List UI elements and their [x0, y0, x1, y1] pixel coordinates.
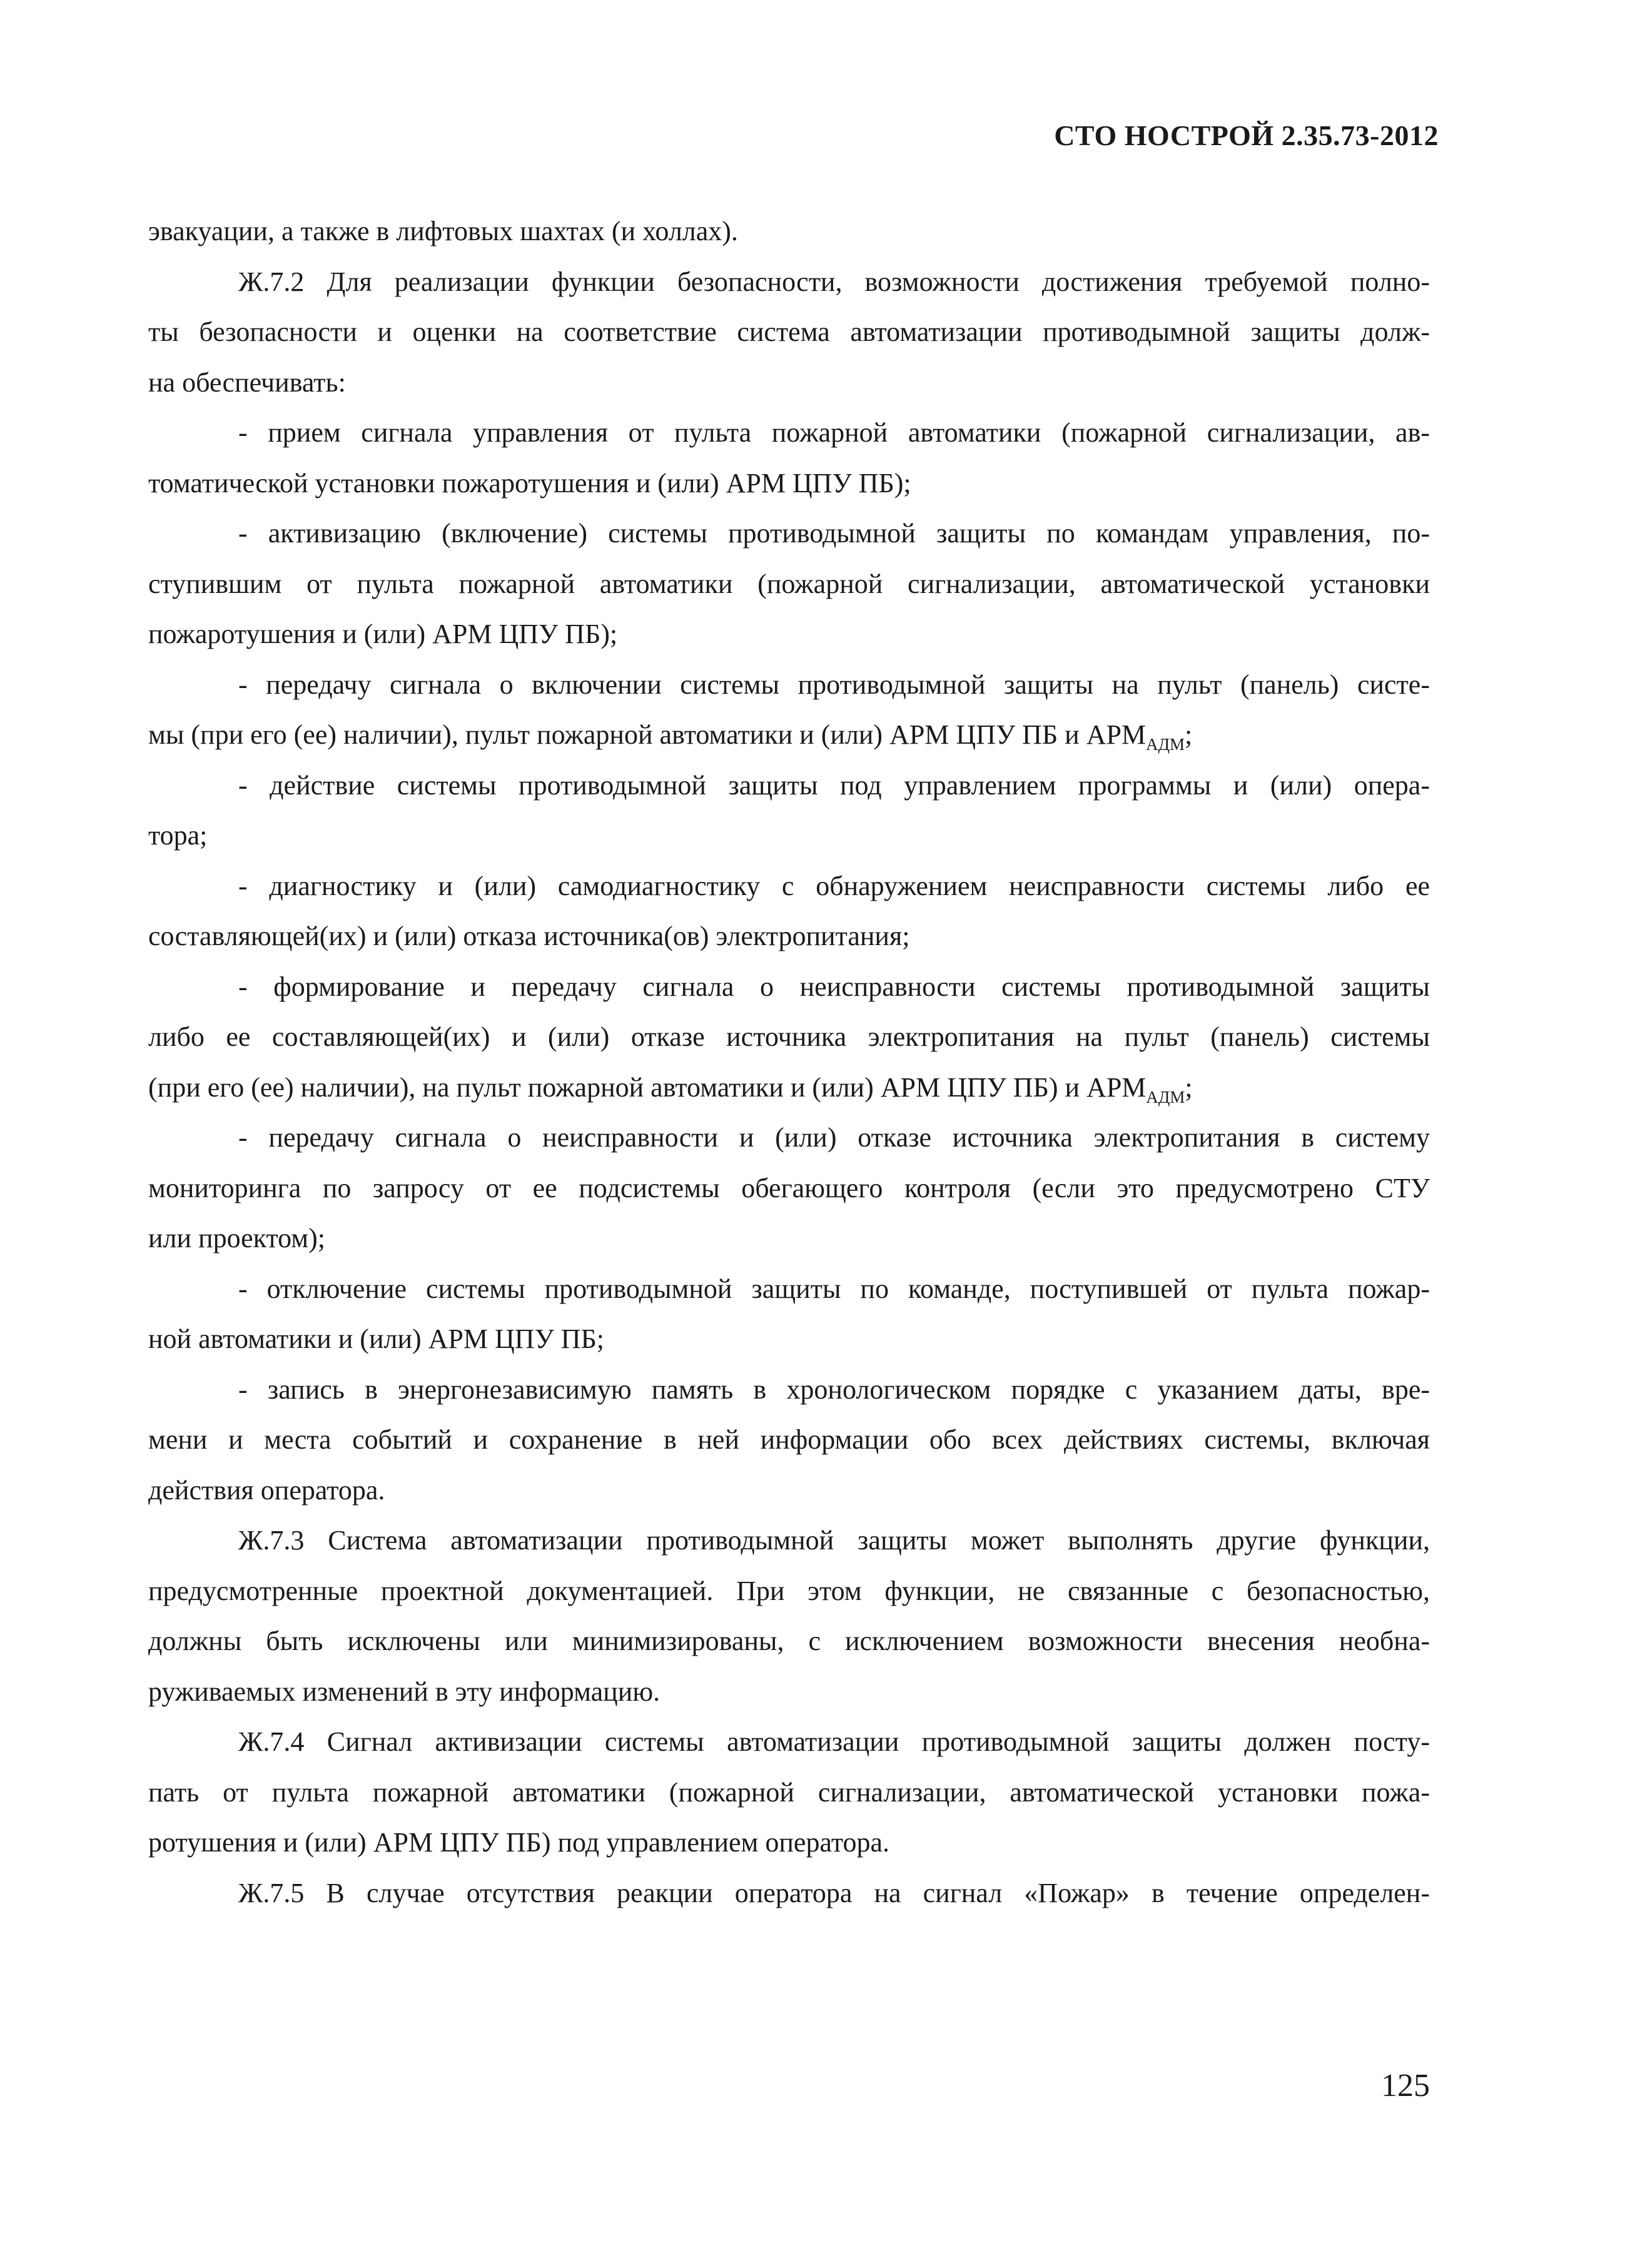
text-line-content: ной автоматики и (или) АРМ ЦПУ ПБ; [148, 1324, 604, 1354]
text-line [148, 458, 1430, 509]
text-line [148, 609, 1430, 660]
text-line-content: - передачу сигнала о включении системы противодымной защиты на пульт (панель) систе- [238, 669, 1430, 700]
text-line-content: действия оператора. [148, 1474, 385, 1506]
trailing-punctuation: ; [1185, 719, 1193, 750]
text-line [148, 1063, 1430, 1113]
text-line-content: или проектом); [148, 1223, 325, 1253]
text-line-content: должны быть исключены или минимизированы, с исключением возможности внесения необна- [148, 1626, 1430, 1656]
text-line [148, 660, 1430, 711]
text-line [148, 1163, 1430, 1214]
text-line-content: (при его (ее) наличии), на пульт пожарной автоматики и (или) АРМ ЦПУ ПБ) и АРМ [148, 1071, 1147, 1103]
text-line [148, 1012, 1430, 1063]
text-line-content: Ж.7.2 Для реализации функции безопасности, возможности достижения требуемой полно- [238, 266, 1430, 297]
text-line-content: мониторинга по запросу от ее подсистемы обегающего контроля (если это предусмотрено СТУ [148, 1172, 1430, 1203]
text-line-content: мени и места событий и сохранение в ней информации обо всех действиях системы, включая [148, 1424, 1430, 1455]
page-number: 125 [1381, 2068, 1430, 2103]
text-line-content: томатической установки пожаротушения и (или) АРМ ЦПУ ПБ); [148, 467, 911, 499]
text-line [148, 1466, 1430, 1516]
text-line [148, 861, 1430, 912]
text-line [148, 1113, 1430, 1163]
text-line [148, 1415, 1430, 1466]
text-line [148, 559, 1430, 610]
text-line-content: эвакуации, а также в лифтовых шахтах (и холлах). [148, 216, 738, 246]
text-line [148, 1314, 1430, 1365]
text-line [148, 1868, 1430, 1919]
body-text [148, 206, 1430, 1918]
text-line-content: на обеспечивать: [148, 367, 346, 398]
text-line [148, 962, 1430, 1013]
text-line [148, 1213, 1430, 1264]
text-line-content: - прием сигнала управления от пульта пожарной автоматики (пожарной сигнализации, ав- [238, 417, 1430, 448]
text-line-content: Ж.7.5 В случае отсутствия реакции оператора на сигнал «Пожар» в течение определен- [238, 1877, 1430, 1908]
text-line-content: - активизацию (включение) системы противодымной защиты по командам управления, по- [238, 518, 1430, 549]
text-line [148, 811, 1430, 861]
text-line-content: - запись в энергонезависимую память в хронологическом порядке с указанием даты, вре- [238, 1374, 1430, 1405]
text-line [148, 358, 1430, 408]
text-line [148, 1566, 1430, 1617]
text-line-content: - формирование и передачу сигнала о неисправности системы противодымной защиты [238, 971, 1430, 1002]
text-line-content: - отключение системы противодымной защиты по команде, поступившей от пульта пожар- [238, 1273, 1430, 1304]
text-line [148, 761, 1430, 811]
text-line-content: ты безопасности и оценки на соответствие система автоматизации противодымной защиты долж- [148, 316, 1430, 347]
text-line-content: тора; [148, 820, 208, 851]
text-line [148, 509, 1430, 559]
text-line [148, 1264, 1430, 1315]
text-line [148, 206, 1430, 257]
text-line [148, 1365, 1430, 1415]
text-line-content: Ж.7.4 Сигнал активизации системы автоматизации противодымной защиты должен посту- [238, 1726, 1430, 1757]
text-line [148, 1667, 1430, 1718]
trailing-punctuation: ; [1185, 1071, 1193, 1103]
text-line-content: предусмотренные проектной документацией. При этом функции, не связанные с безопасностью, [148, 1575, 1430, 1606]
text-line-content: пожаротушения и (или) АРМ ЦПУ ПБ); [148, 619, 618, 649]
text-line [148, 710, 1430, 761]
text-line-content: - диагностику и (или) самодиагностику с обнаружением неисправности системы либо ее [238, 870, 1430, 901]
text-line-content: ротушения и (или) АРМ ЦПУ ПБ) под управлением оператора. [148, 1827, 890, 1858]
text-line-content: Ж.7.3 Система автоматизации противодымной защиты может выполнять другие функции, [238, 1525, 1430, 1556]
text-line [148, 307, 1430, 358]
text-line-content: мы (при его (ее) наличии), пульт пожарной автоматики и (или) АРМ ЦПУ ПБ и АРМ [148, 719, 1147, 750]
text-line-content: либо ее составляющей(их) и (или) отказе источника электропитания на пульт (панель) системы [148, 1021, 1430, 1052]
text-line [148, 1717, 1430, 1768]
document-code-header: СТО НОСТРОЙ 2.35.73-2012 [1054, 119, 1439, 151]
text-line [148, 1818, 1430, 1868]
text-line [148, 1616, 1430, 1667]
text-line-content: ступившим от пульта пожарной автоматики (пожарной сигнализации, автоматической установки [148, 568, 1430, 599]
text-line [148, 408, 1430, 458]
text-line [148, 911, 1430, 962]
text-line [148, 1768, 1430, 1818]
text-line-content: - передачу сигнала о неисправности и (или) отказе источника электропитания в систему [238, 1122, 1430, 1153]
text-line [148, 257, 1430, 308]
text-line [148, 1516, 1430, 1566]
text-line-content: составляющей(их) и (или) отказа источника(ов) электропитания; [148, 921, 910, 951]
text-line-content: пать от пульта пожарной автоматики (пожарной сигнализации, автоматической установки пожа- [148, 1776, 1430, 1808]
subscript: АДМ [1146, 735, 1185, 754]
subscript: АДМ [1146, 1087, 1185, 1106]
text-line-content: - действие системы противодымной защиты под управлением программы и (или) опера- [238, 769, 1430, 801]
text-line-content: руживаемых изменений в эту информацию. [148, 1676, 661, 1707]
